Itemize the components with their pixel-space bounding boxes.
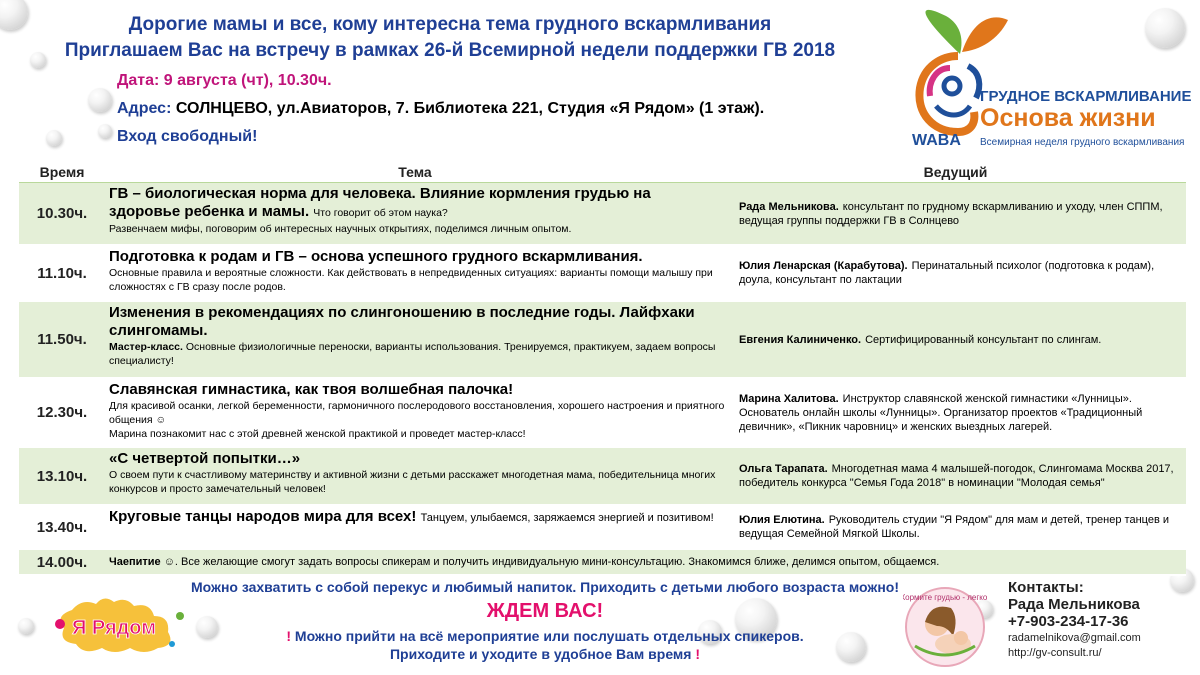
contact-name: Рада Мельникова: [1008, 596, 1140, 613]
header-time: Время: [39, 164, 85, 180]
snack-note: Можно захватить с собой перекус и любимый напиток. Приходить с детьми любого возраста можно!: [190, 579, 899, 595]
attendance-text: Можно прийти на всё мероприятие или послушать отдельных спикеров.: [294, 628, 804, 644]
host-description: Перинатальный психолог (подготовка к родам), доула, консультант по лактации: [739, 260, 1155, 286]
table-row: [19, 448, 1186, 506]
desc-highlight: Мастер-класс.: [109, 341, 183, 353]
row-host: [725, 448, 1186, 504]
host-name: Марина Халитова.: [739, 392, 839, 405]
row-time: 13.40ч.: [36, 518, 88, 536]
row-description: О своем пути к счастливому материнству и активной жизни с детьми расскажет многодетная мама, победительница многих конкурсов и просто замечательный человек!: [109, 469, 716, 495]
row-title: Славянская гимнастика, как твоя волшебная палочка!: [109, 381, 514, 398]
invitation-line: Приглашаем Вас на встречу в рамках 26-й Всемирной недели поддержки ГВ 2018: [64, 40, 836, 61]
badge-text: Кормите грудью - легко!: [903, 593, 987, 602]
ya-ryadom-text: Я Рядом: [71, 617, 157, 639]
host-name: Юлия Ленарская (Карабутова).: [739, 260, 908, 272]
desc-text: Основные физиологичные переноски, варианты использования. Тренируемся, практикуем, задаем вопросы специалисту!: [109, 341, 716, 367]
row-description: [109, 340, 725, 368]
row-title-note: Танцуем, улыбаемся, заряжаемся энергией и позитивом!: [420, 512, 714, 524]
row-title-note: Что говорит об этом наука?: [313, 207, 448, 219]
come-go-text: Приходите и уходите в удобное Вам время: [389, 646, 692, 662]
event-address: [117, 100, 764, 118]
contact-phone[interactable]: +7-903-234-17-36: [1008, 613, 1129, 630]
row-title-text: Круговые танцы народов мира для всех!: [109, 508, 417, 525]
table-row: [19, 379, 1186, 448]
row-time: 11.50ч.: [37, 331, 87, 348]
row-time: 11.10ч.: [37, 264, 87, 282]
row-description-extra: Марина познакомит нас с этой древней женской практикой и проведет мастер-класс!: [109, 428, 526, 440]
logo-subtitle: Всемирная неделя грудного вскармливания: [980, 137, 1185, 148]
tea-description: [105, 550, 939, 574]
row-description: Для красивой осанки, легкой беременности, гармоничного послеродового восстановления, хорошего настроения и приятного общения ☺: [109, 400, 725, 426]
host-description: консультант по грудному вскармливанию и уходу, член СППМ, ведущая группы поддержки ГВ в Солнцево: [739, 200, 1163, 227]
invitation-header: [0, 0, 900, 160]
host-name: Рада Мельникова.: [739, 200, 839, 213]
row-host: [725, 246, 1186, 300]
tea-text: ☺. Все желающие смогут задать вопросы спикерам и получить индивидуальную мини-консультацию. Знакомимся ближе, делимся опытом, общаемся.: [163, 556, 940, 568]
logo-waba: WABA: [912, 132, 961, 149]
row-time: 12.30ч.: [36, 404, 88, 421]
wait-for-you: ЖДЕМ ВАС!: [486, 600, 604, 622]
row-topic: [105, 246, 725, 300]
schedule-table: [19, 162, 1186, 576]
host-description: Сертифицированный консультант по слингам.: [865, 333, 1102, 346]
greeting-line: Дорогие мамы и все, кому интересна тема грудного вскармливания: [128, 14, 772, 35]
waba-logo: [910, 6, 1190, 156]
row-title: «С четвертой попытки…»: [109, 450, 301, 467]
row-time: 10.30ч.: [36, 205, 88, 222]
address-label: Адрес:: [117, 100, 172, 117]
row-title: [109, 508, 725, 527]
host-name: Юлия Елютина.: [739, 514, 825, 526]
row-title: Изменения в рекомендациях по слингоношению в последние годы. Лайфхаки слингомамы.: [109, 304, 695, 339]
contacts-block: [1008, 579, 1198, 661]
header-host: Ведущий: [923, 164, 988, 180]
row-topic: [105, 506, 725, 548]
contact-email[interactable]: radamelnikova@gmail.com: [1008, 632, 1141, 644]
ya-ryadom-emblem: [52, 594, 192, 656]
header-topic: Тема: [398, 164, 432, 180]
host-name: Ольга Тарапата.: [739, 463, 828, 475]
row-time: 14.00ч.: [36, 553, 88, 571]
excl-mark: !: [286, 628, 292, 644]
row-time: 13.10ч.: [36, 467, 88, 485]
row-description: Основные правила и вероятные сложности. Как действовать в непредвиденных ситуациях: варианты помощи малышу при сложностях с ГВ сразу после родов.: [109, 267, 713, 293]
tea-label: Чаепитие: [109, 556, 161, 568]
row-host: [725, 302, 1186, 377]
host-description: Инструктор славянской женской гимнастики «Лунницы». Основатель онлайн школы «Лунницы». Организатор проектов «Традиционный девичник», «Пикник чаровниц» и женских выездных лагерей.: [739, 392, 1143, 433]
breastfeeding-badge: [903, 586, 987, 668]
contact-website[interactable]: http://gv-consult.ru/: [1008, 647, 1102, 659]
contacts-heading: Контакты:: [1008, 579, 1084, 596]
excl-mark: !: [695, 646, 701, 662]
row-description: Развенчаем мифы, поговорим об интересных научных открытиях, поделимся личным опытом.: [109, 223, 572, 235]
row-title: [109, 185, 725, 222]
row-topic: [105, 302, 725, 377]
table-row: [19, 302, 1186, 379]
table-row: [19, 506, 1186, 550]
row-title-text: ГВ – биологическая норма для человека. Влияние кормления грудью на здоровье ребенка и мамы.: [109, 185, 651, 220]
row-host: [725, 183, 1186, 244]
row-topic: [105, 183, 725, 244]
ya-ryadom-logo: [52, 594, 192, 656]
host-description: Руководитель студии "Я Рядом" для мам и детей, тренер танцев и ведущая Семейной Мягкой Школы.: [739, 514, 1169, 540]
row-host: [725, 379, 1186, 446]
row-title: Подготовка к родам и ГВ – основа успешного грудного вскармливания.: [109, 248, 643, 265]
free-entry-note: Вход свободный!: [117, 128, 258, 145]
row-topic: [105, 379, 725, 446]
event-date: Дата: 9 августа (чт), 10.30ч.: [117, 72, 332, 89]
table-row: [19, 246, 1186, 302]
row-topic: [105, 448, 725, 504]
table-row-tea: [19, 550, 1186, 576]
mother-baby-illustration: [903, 586, 987, 668]
address-value: СОЛНЦЕВО, ул.Авиаторов, 7. Библиотека 221, Студия «Я Рядом» (1 этаж).: [175, 100, 765, 117]
table-header: [19, 162, 1186, 183]
logo-title-top: ГРУДНОЕ ВСКАРМЛИВАНИЕ: [980, 88, 1192, 105]
host-description: Многодетная мама 4 малышей-погодок, Слингомама Москва 2017, победитель конкурса "Семья Года 2018" в номинации "Молодая семья": [739, 463, 1174, 489]
logo-title-main: Основа жизни: [980, 104, 1156, 132]
row-host: [725, 506, 1186, 548]
table-row: [19, 183, 1186, 246]
host-name: Евгения Калиниченко.: [739, 333, 862, 346]
